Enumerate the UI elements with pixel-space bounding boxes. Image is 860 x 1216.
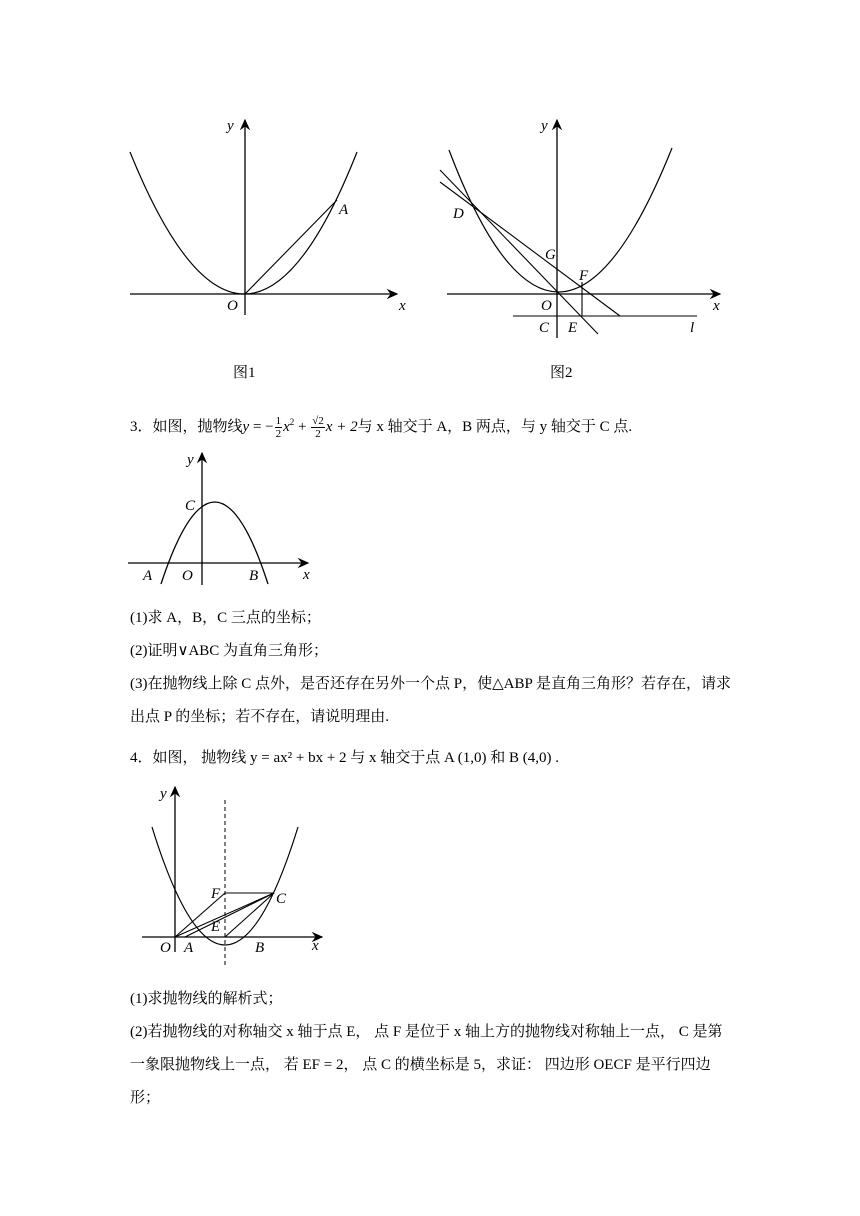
line-DE — [440, 170, 598, 334]
label-C: C — [185, 498, 196, 514]
problem-4-q2-line1: (2)若抛物线的对称轴交 x 轴于点 E， 点 F 是位于 x 轴上方的抛物线对称轴上一点， C 是第 — [130, 1024, 723, 1040]
problem-3-q1: (1)求 A，B，C 三点的坐标； — [130, 610, 321, 626]
eq-y: y — [242, 419, 250, 435]
label-B: B — [255, 940, 265, 956]
eq-sup: 2 — [289, 417, 295, 427]
problem-3-figure — [125, 448, 325, 588]
segment-AC — [185, 893, 274, 937]
fraction-2: $\frac{√2}{2}$ — [312, 415, 324, 441]
label-y: y — [227, 118, 234, 134]
figure-2 — [435, 110, 735, 340]
label-x: x — [312, 938, 319, 954]
label-A: A — [339, 202, 349, 218]
problem-3-q3-line1: (3)在抛物线上除 C 点外，是否还存在另外一个点 P，使△ABP 是直角三角形？若存在，请求 — [130, 676, 731, 692]
label-O: O — [160, 940, 171, 956]
label-x: x — [303, 567, 310, 583]
eq-x2: x — [283, 419, 290, 435]
eq-eq: = − — [249, 419, 274, 435]
problem-4-q1: (1)求抛物线的解析式； — [130, 991, 283, 1007]
line-DG — [440, 182, 620, 316]
problem-3-statement — [130, 405, 632, 439]
label-y: y — [187, 452, 194, 468]
problem-4-q2-line3: 形； — [130, 1090, 161, 1106]
segment-EC — [225, 893, 274, 937]
problem-4-figure — [140, 782, 340, 972]
label-O: O — [227, 298, 238, 314]
problem-4-statement: 4．如图， 抛物线 y = ax² + bx + 2 与 x 轴交于点 A (1,0) 和 B (4,0) . — [130, 750, 560, 766]
eq-x-plus-2: x + 2 — [325, 419, 358, 435]
figure-1-caption: 图1 — [233, 365, 256, 381]
label-E: E — [211, 919, 221, 935]
problem-3-q2: (2)证明∨ABC 为直角三角形； — [130, 643, 329, 659]
label-A: A — [143, 568, 153, 584]
segment-OA — [245, 200, 337, 294]
parabola — [130, 152, 357, 294]
label-F: F — [579, 268, 589, 284]
label-C: C — [276, 891, 287, 907]
problem-4-q2-line2: 一象限抛物线上一点， 若 EF = 2， 点 C 的横坐标是 5，求证： 四边形 OECF 是平行四边 — [130, 1057, 711, 1073]
label-B: B — [249, 568, 259, 584]
problem-3-prefix: 3．如图，抛物线 — [130, 419, 243, 435]
figure-1 — [125, 110, 415, 320]
label-F: F — [211, 886, 221, 902]
fraction-1: $\frac{1}{2}$ — [275, 415, 282, 441]
label-C: C — [539, 320, 550, 336]
label-y: y — [541, 118, 548, 134]
label-O: O — [182, 568, 193, 584]
label-E: E — [568, 320, 578, 336]
eq-plus: + — [294, 419, 311, 435]
figure-2-caption: 图2 — [550, 365, 573, 381]
parabola — [449, 148, 672, 292]
label-x: x — [713, 298, 720, 314]
label-O: O — [541, 298, 552, 314]
label-G: G — [545, 247, 556, 263]
label-D: D — [453, 206, 464, 222]
problem-3-q3-line2: 出点 P 的坐标；若不存在，请说明理由. — [130, 709, 390, 725]
label-x: x — [399, 298, 406, 314]
label-l: l — [690, 320, 695, 336]
label-A: A — [184, 940, 194, 956]
label-y: y — [160, 786, 167, 802]
problem-3-suffix: 与 x 轴交于 A，B 两点，与 y 轴交于 C 点. — [357, 419, 633, 435]
